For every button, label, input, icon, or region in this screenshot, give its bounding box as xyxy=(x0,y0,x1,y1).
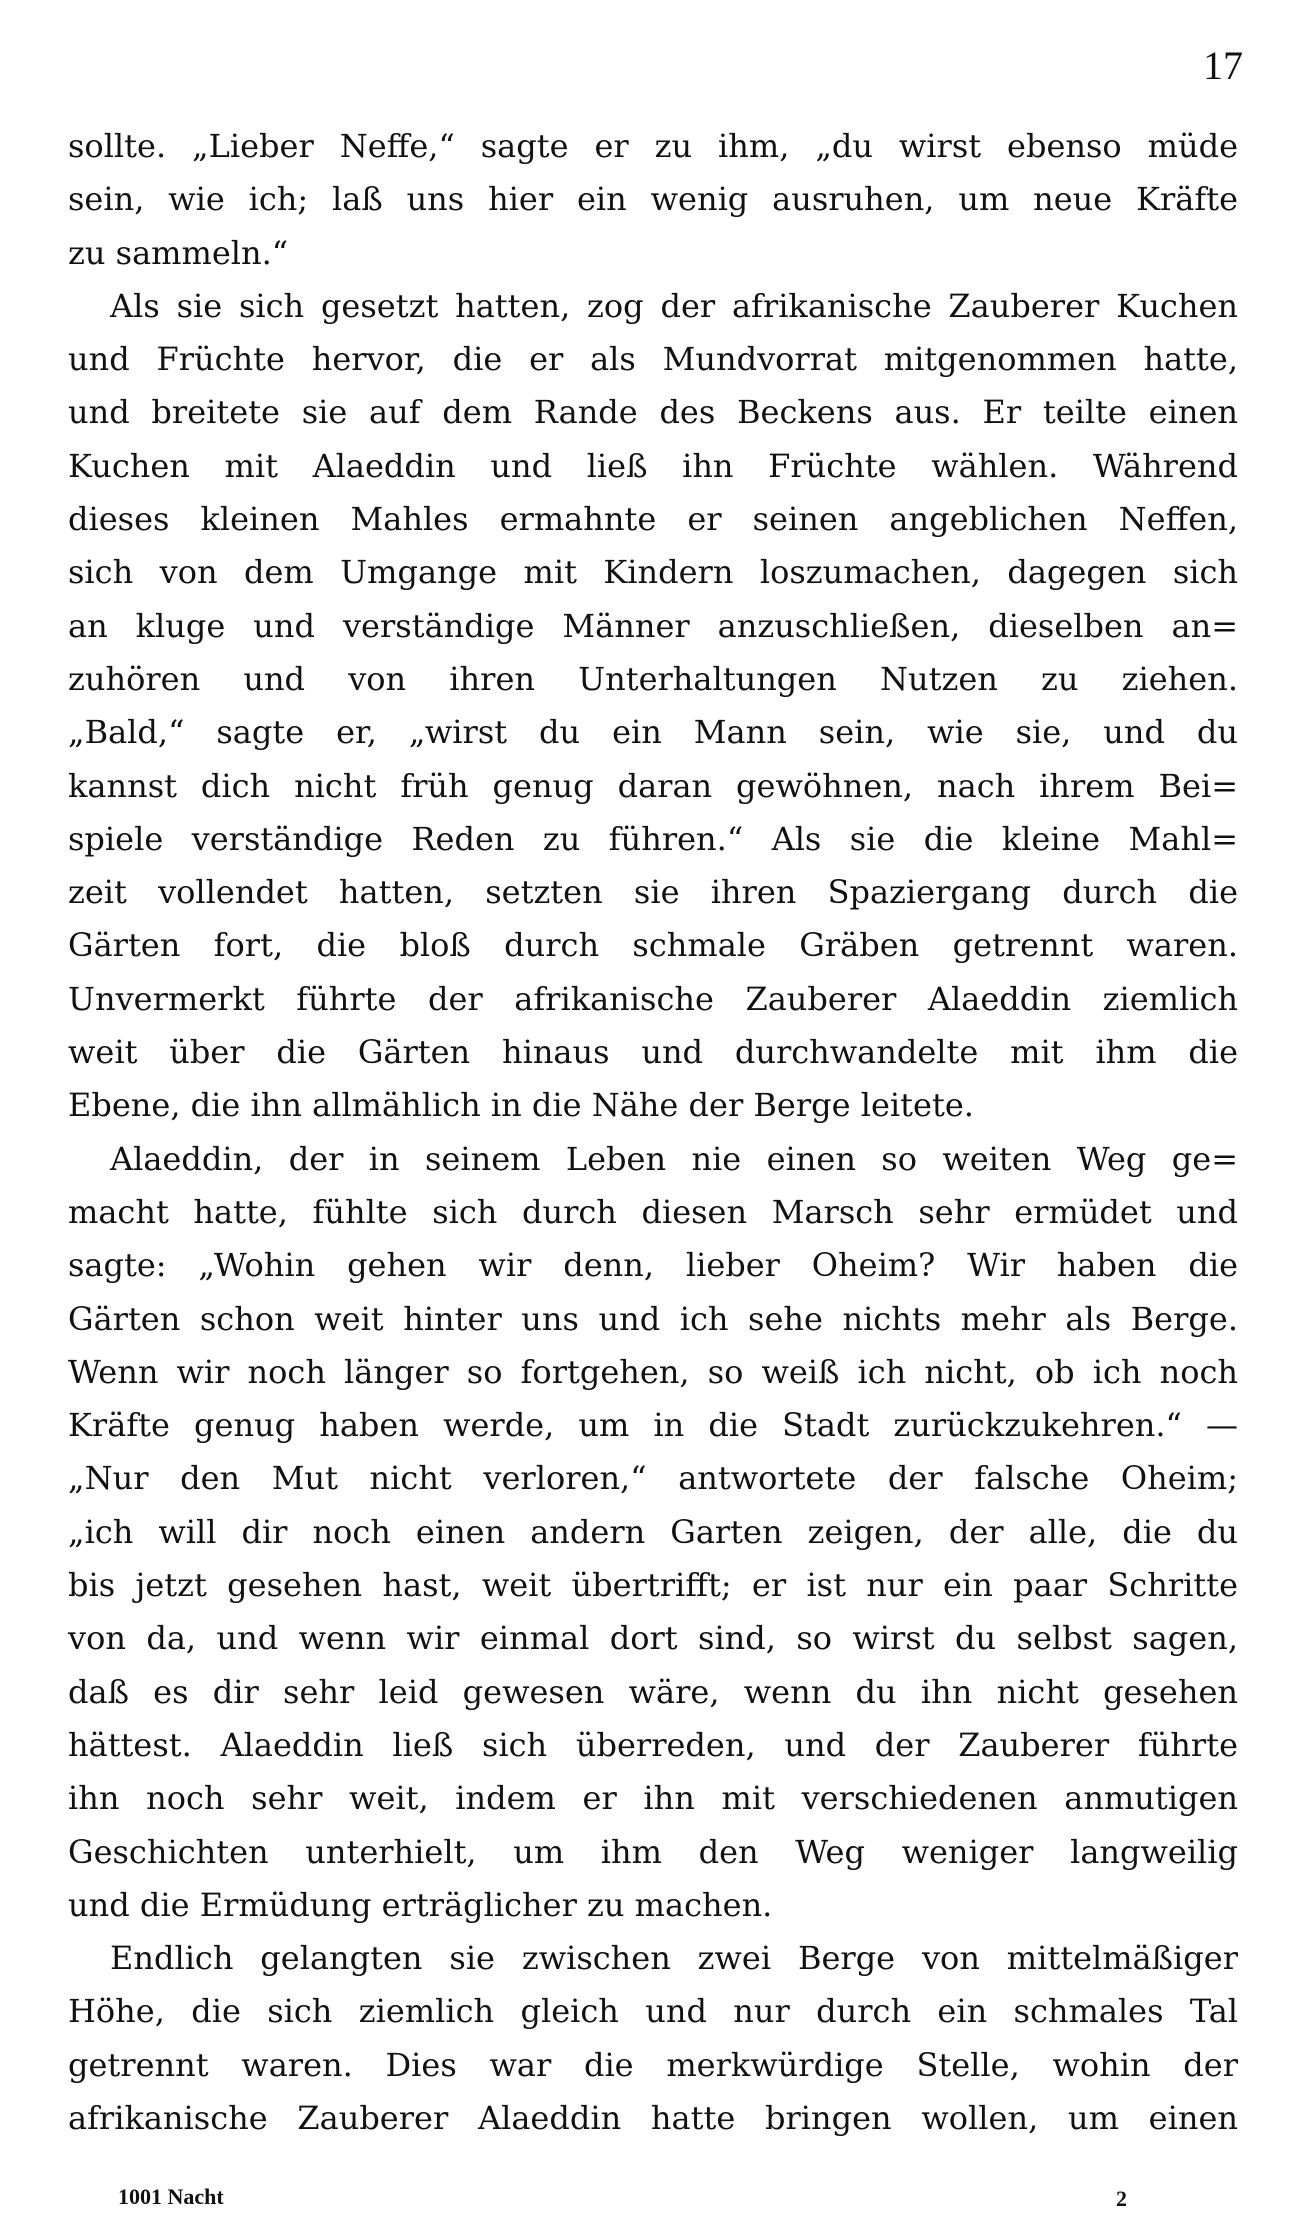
text-line: „Nur den Mut nicht verloren,“ antwortete der falsche Oheim; xyxy=(68,1459,1238,1498)
footer-book-title: 1001 Nacht xyxy=(118,2184,224,2209)
text-line: Gärten schon weit hinter uns und ich sehe nichts mehr als Berge. xyxy=(68,1299,1238,1338)
text-line: Unvermerkt führte der afrikanische Zauberer Alaeddin ziemlich xyxy=(68,979,1238,1018)
text-line: getrennt waren. Dies war die merkwürdige Stelle, wohin der xyxy=(68,2045,1238,2084)
text-line: an kluge und verständige Männer anzuschließen, dieselben an= xyxy=(68,606,1238,645)
text-line: sich von dem Umgange mit Kindern loszumachen, dagegen sich xyxy=(68,553,1238,592)
text-line: Wenn wir noch länger so fortgehen, so weiß ich nicht, ob ich noch xyxy=(68,1352,1238,1391)
text-line: macht hatte, fühlte sich durch diesen Marsch sehr ermüdet und xyxy=(68,1192,1238,1231)
text-line: Ebene, die ihn allmählich in die Nähe der Berge leitete. xyxy=(68,1086,974,1125)
text-line: Gärten fort, die bloß durch schmale Gräben getrennt waren. xyxy=(68,926,1238,965)
text-line: „ich will dir noch einen andern Garten zeigen, der alle, die du xyxy=(68,1512,1238,1551)
text-line: ihn noch sehr weit, indem er ihn mit verschiedenen anmutigen xyxy=(68,1779,1238,1818)
text-line: weit über die Gärten hinaus und durchwandelte mit ihm die xyxy=(68,1033,1238,1072)
text-line: Geschichten unterhielt, um ihm den Weg weniger langweilig xyxy=(68,1832,1238,1871)
text-line: dieses kleinen Mahles ermahnte er seinen angeblichen Neffen, xyxy=(68,500,1238,539)
text-line: afrikanische Zauberer Alaeddin hatte bringen wollen, um einen xyxy=(68,2098,1238,2137)
text-line: Alaeddin, der in seinem Leben nie einen so weiten Weg ge= xyxy=(110,1139,1238,1178)
text-line: Endlich gelangten sie zwischen zwei Berge von mittelmäßiger xyxy=(110,1939,1238,1978)
text-line: spiele verständige Reden zu führen.“ Als sie die kleine Mahl= xyxy=(68,819,1238,858)
page-number: 17 xyxy=(1203,43,1243,88)
text-line: daß es dir sehr leid gewesen wäre, wenn du ihn nicht gesehen xyxy=(68,1672,1238,1711)
text-line: „Bald,“ sagte er, „wirst du ein Mann sein, wie sie, und du xyxy=(68,713,1238,752)
text-line: und die Ermüdung erträglicher zu machen. xyxy=(68,1885,773,1924)
text-line: sollte. „Lieber Neffe,“ sagte er zu ihm, „du wirst ebenso müde xyxy=(68,127,1238,165)
text-line: sein, wie ich; laß uns hier ein wenig ausruhen, um neue Kräfte xyxy=(68,180,1238,219)
text-line: Als sie sich gesetzt hatten, zog der afrikanische Zauberer Kuchen xyxy=(110,286,1238,325)
text-line: Kuchen mit Alaeddin und ließ ihn Früchte wählen. Während xyxy=(68,446,1238,485)
text-line: bis jetzt gesehen hast, weit übertrifft; er ist nur ein paar Schritte xyxy=(68,1566,1238,1605)
text-line: von da, und wenn wir einmal dort sind, so wirst du selbst sagen, xyxy=(68,1619,1238,1658)
text-line: zu sammeln.“ xyxy=(68,233,289,272)
text-line: und breitete sie auf dem Rande des Beckens aus. Er teilte einen xyxy=(68,393,1238,432)
text-line: sagte: „Wohin gehen wir denn, lieber Oheim? Wir haben die xyxy=(68,1246,1238,1285)
text-line: und Früchte hervor, die er als Mundvorrat mitgenommen hatte, xyxy=(68,340,1238,379)
footer-signature-mark: 2 xyxy=(1116,2186,1127,2211)
text-line: Kräfte genug haben werde, um in die Stadt zurückzukehren.“ — xyxy=(68,1406,1238,1445)
text-line: zeit vollendet hatten, setzten sie ihren Spaziergang durch die xyxy=(68,873,1238,912)
text-line: zuhören und von ihren Unterhaltungen Nutzen zu ziehen. xyxy=(68,659,1238,698)
text-line: kannst dich nicht früh genug daran gewöhnen, nach ihrem Bei= xyxy=(68,766,1238,805)
text-line: hättest. Alaeddin ließ sich überreden, und der Zauberer führte xyxy=(68,1725,1238,1764)
text-line: Höhe, die sich ziemlich gleich und nur durch ein schmales Tal xyxy=(68,1992,1238,2031)
body-text xyxy=(68,120,1238,2145)
